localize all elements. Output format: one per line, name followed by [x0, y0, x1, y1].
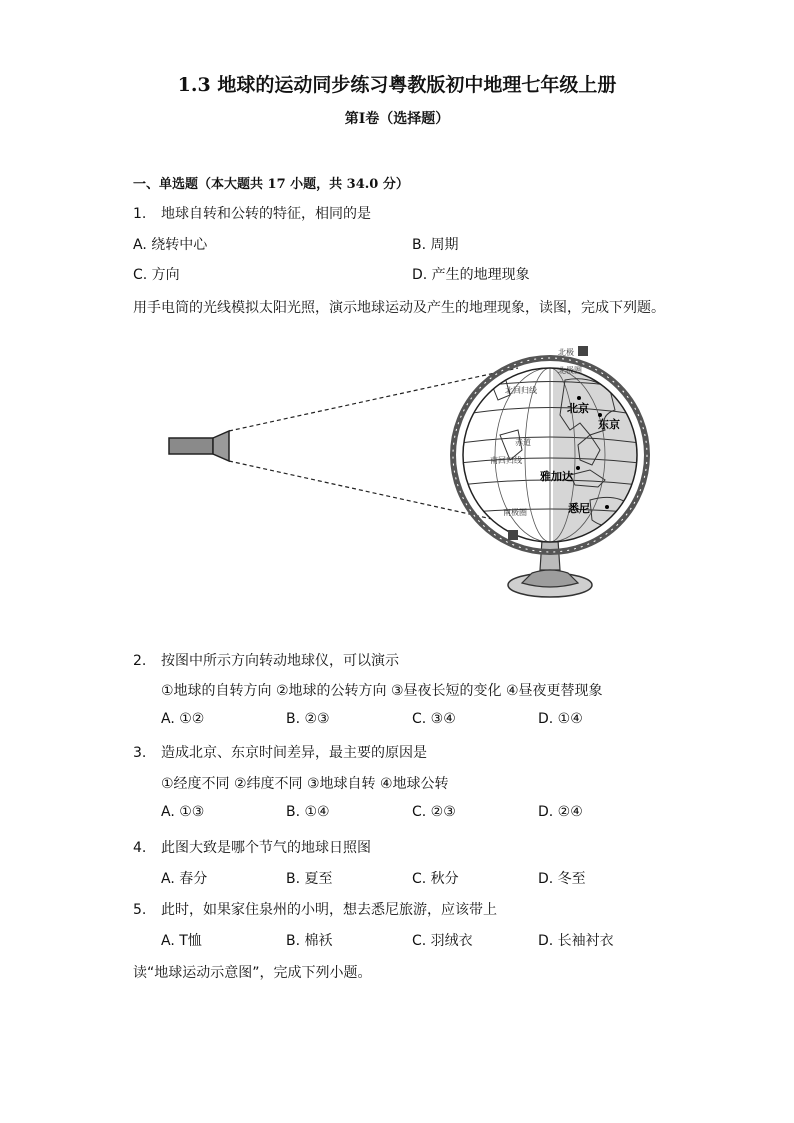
sydney-dot: [605, 505, 609, 509]
option-c: C. 羽绒衣: [412, 933, 473, 949]
label-arctic-circle: 北极圈: [558, 366, 582, 375]
option-a: A. ①③: [161, 804, 205, 820]
label-equator: 赤道: [515, 438, 531, 447]
question-number: 5.: [133, 902, 147, 918]
label-sydney: 悉尼: [568, 502, 590, 515]
flashlight-icon: [169, 431, 229, 461]
question-number: 3.: [133, 745, 147, 761]
option-d: D. 产生的地理现象: [412, 267, 530, 283]
question-4: [133, 837, 371, 857]
question-1: [133, 203, 371, 223]
option-b: B. ①④: [286, 804, 330, 820]
option-c: C. ③④: [412, 711, 456, 727]
option-b: B. 周期: [412, 237, 459, 253]
question-stem: 地球自转和公转的特征，相同的是: [161, 206, 371, 222]
question-stem: 此图大致是哪个节气的地球日照图: [161, 840, 371, 856]
option-c: C. 方向: [133, 267, 180, 283]
option-b: B. 夏至: [286, 871, 333, 887]
option-a: A. 绕转中心: [133, 237, 208, 253]
page-title: 1.3 地球的运动同步练习粤教版初中地理七年级上册: [177, 74, 617, 96]
intro-text: 用手电筒的光线模拟太阳光照，演示地球运动及产生的地理现象，读图，完成下列题。: [133, 300, 665, 316]
label-beijing: 北京: [567, 402, 589, 415]
question-2: [133, 650, 399, 670]
option-c: C. ②③: [412, 804, 456, 820]
option-d: D. ②④: [538, 804, 583, 820]
option-d: D. ①④: [538, 711, 583, 727]
intro-text-2: 读“地球运动示意图”，完成下列小题。: [133, 965, 372, 981]
label-tropic-of-cancer: 北回归线: [505, 386, 537, 395]
question-number: 4.: [133, 840, 147, 856]
jakarta-dot: [576, 466, 580, 470]
label-north-pole: 北极: [558, 348, 574, 357]
question-5: [133, 899, 497, 919]
globe-flashlight-figure: [160, 335, 660, 605]
option-b: B. 棉袄: [286, 933, 333, 949]
option-c: C. 秋分: [412, 871, 459, 887]
label-tropic-of-capricorn: 南回归线: [490, 456, 522, 465]
option-b: B. ②③: [286, 711, 330, 727]
globe-diagram: [160, 335, 660, 605]
question-items: ①地球的自转方向 ②地球的公转方向 ③昼夜长短的变化 ④昼夜更替现象: [161, 683, 603, 699]
tokyo-dot: [598, 413, 602, 417]
section-heading: [133, 173, 409, 192]
question-stem: 造成北京、东京时间差异，最主要的原因是: [161, 745, 427, 761]
option-a: A. 春分: [161, 871, 208, 887]
question-3: [133, 742, 427, 762]
option-a: A. ①②: [161, 711, 205, 727]
question-number: 1.: [133, 206, 147, 222]
label-jakarta: 雅加达: [540, 470, 573, 483]
option-a: A. T恤: [161, 933, 202, 949]
section-heading-text: 一、单选题（本大题共 17 小题，共 34.0 分）: [133, 177, 409, 192]
question-number: 2.: [133, 653, 147, 669]
label-tokyo: 东京: [598, 418, 620, 431]
option-d: D. 长袖衬衣: [538, 933, 614, 949]
question-stem: 按图中所示方向转动地球仪，可以演示: [161, 653, 399, 669]
option-d: D. 冬至: [538, 871, 586, 887]
beijing-dot: [577, 396, 581, 400]
label-antarctic-circle: 南极圈: [503, 508, 527, 517]
question-stem: 此时，如果家住泉州的小明，想去悉尼旅游，应该带上: [161, 902, 497, 918]
question-items: ①经度不同 ②纬度不同 ③地球自转 ④地球公转: [161, 776, 449, 792]
page-subtitle: 第I卷（选择题）: [344, 111, 450, 127]
